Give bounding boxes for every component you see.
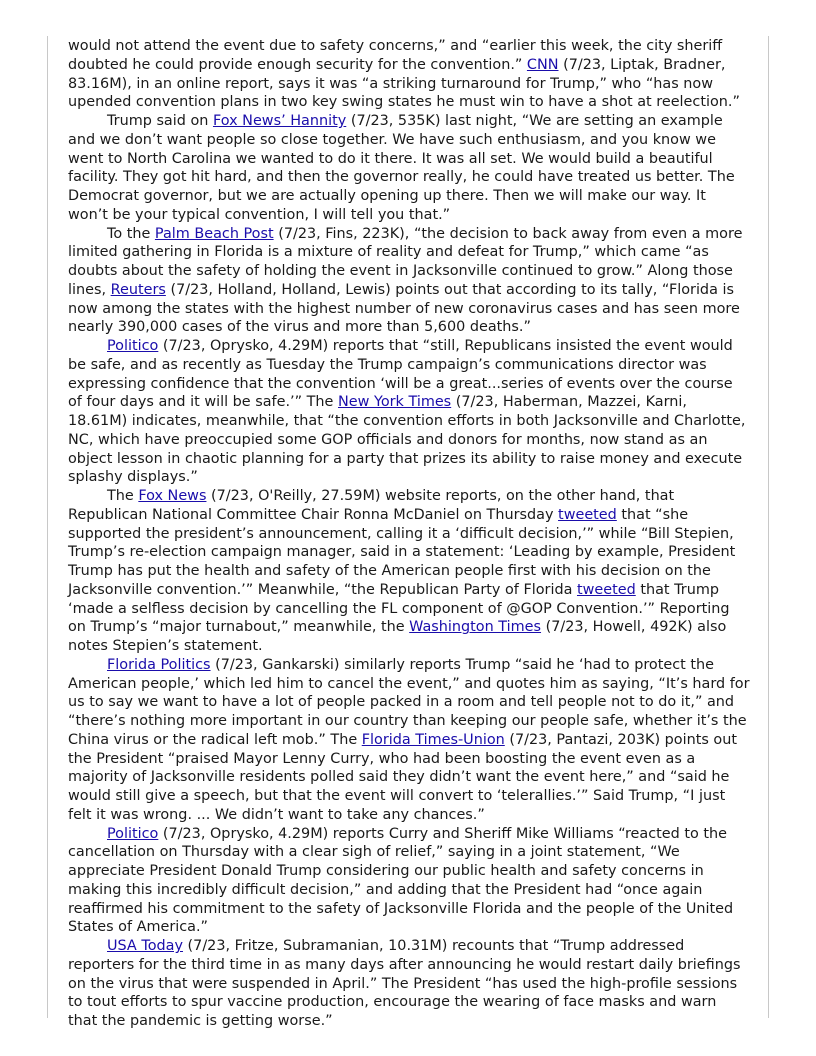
source-link[interactable]: CNN <box>526 56 559 73</box>
paragraph-text: (7/23, Oprysko, 4.29M) reports that “still, Republicans insisted the event would be safe, and as recently as Tuesday the Trump campaign’s communications director was expressing confidence that the convention ‘will be a great...series of events over the course of four days and it will be safe.’” The <box>68 338 733 411</box>
paragraph-text: (7/23, O'Reilly, 27.59M) website reports, on the other hand, that Republican National Committee Chair Ronna McDaniel on Thursday <box>68 488 675 523</box>
source-link[interactable]: USA Today <box>107 938 183 954</box>
paragraph-text: To the <box>107 225 155 242</box>
paragraph <box>68 825 750 938</box>
paragraph <box>68 337 750 487</box>
source-link[interactable]: New York Times <box>338 394 452 411</box>
paragraph-text: (7/23, Howell, 492K) also notes Stepien’s statement. <box>68 619 727 654</box>
paragraph-text: (7/23, Gankarski) similarly reports Trump “said he ‘had to protect the American people,’ which led him to cancel the event,” and quotes him as saying, “It’s hard for us to say we want to have a lot of people packed in a room and tell people not to do it,” and “there’s nothing more important in our country than keeping our people safe, whether it’s the China virus or the radical left mob.” The <box>68 656 750 748</box>
right-margin-rule <box>768 36 769 1018</box>
paragraph-text: (7/23, Oprysko, 4.29M) reports Curry and Sheriff Mike Williams “reacted to the cancellation on Thursday with a clear sigh of relief,” saying in a joint statement, “We appreciate President Donald Trump considering our public health and safety concerns in making this incredibly difficult decision,” and adding that the President had “once again reaffirmed his commitment to the safety of Jacksonville Florida and the people of the United States of America.” <box>68 825 734 936</box>
source-link[interactable]: Fox News <box>138 488 207 504</box>
paragraph-text: (7/23, Fritze, Subramanian, 10.31M) recounts that “Trump addressed reporters for the third time in as many days after announcing he would restart daily briefings on the virus that were suspended in April.” The President “has used the high-profile sessions to tout efforts to spur vaccine production, encourage the wearing of face masks and warn that the pandemic is getting worse.” <box>68 938 741 1029</box>
paragraph <box>68 112 750 225</box>
left-margin-rule <box>47 36 48 1018</box>
paragraph-text: (7/23, Haberman, Mazzei, Karni, 18.61M) indicates, meanwhile, that “the convention efforts in both Jacksonville and Charlotte, NC, which have preoccupied some GOP officials and donors for months, now stand as an object lesson in chaotic planning for a party that prizes its ability to raise money and execute splashy displays.” <box>68 394 746 486</box>
source-link[interactable]: Fox News’ Hannity <box>212 113 347 129</box>
source-link[interactable]: Politico <box>107 338 159 354</box>
paragraph-text: (7/23, 535K) last night, “We are setting an example and we don’t want people so close together. We have such enthusiasm, and you know we went to North Carolina we wanted to do it there. It was all set. We would build a beautiful facility. They got hit hard, and then the governor really, he could have treated us better. The Democrat governor, but we are actually opening up there. Then we will make our way. It won’t be your typical convention, I will tell you that.” <box>68 113 735 223</box>
source-link[interactable]: Palm Beach Post <box>154 225 274 242</box>
paragraph <box>68 487 750 656</box>
paragraph-text: would not attend the event due to safety concerns,” and “earlier this week, the city sheriff doubted he could provide enough security for the convention.” <box>68 38 723 73</box>
paragraph <box>68 656 750 825</box>
source-link[interactable]: Politico <box>107 825 159 842</box>
paragraph-text: (7/23, Holland, Holland, Lewis) points out that according to its tally, “Florida is now among the states with the highest number of new coronavirus cases and has seen more nearly 390,000 cases of the virus and more than 5,600 deaths.” <box>68 281 740 336</box>
paragraph-text: (7/23, Liptak, Bradner, 83.16M), in an online report, says it was “a striking turnaround for Trump,” who “has now upended convention plans in two key swing states he must win to have a shot at reelection.” <box>68 56 740 111</box>
source-link[interactable]: Washington Times <box>409 619 542 636</box>
paragraph <box>68 225 750 338</box>
paragraph-text: Trump said on <box>107 113 213 129</box>
paragraph-text: The <box>107 488 139 504</box>
source-link[interactable]: tweeted <box>558 506 617 523</box>
paragraph <box>68 37 750 112</box>
source-link[interactable]: tweeted <box>576 581 636 598</box>
paragraph-text: (7/23, Fins, 223K), “the decision to back away from even a more limited gathering in Florida is a mixture of reality and defeat for Trump,” which came “as doubts about the safety of holding the event in Jacksonville continued to grow.” Along those lines, <box>68 225 743 298</box>
paragraph-text: that “she supported the president’s announcement, calling it a ‘difficult decision,’” while “Bill Stepien, Trump’s re-election campaign manager, said in a statement: ‘Leading by example, President Trump has put the health and safety of the American people first with his decision on the Jacksonville convention.’” Meanwhile, “the Republican Party of Florida <box>68 506 736 598</box>
paragraph <box>68 937 750 1031</box>
document-body <box>68 37 750 1031</box>
source-link[interactable]: Florida Times-Union <box>361 731 505 748</box>
paragraph-text: that Trump ‘made a selfless decision by cancelling the FL component of @GOP Convention.’” Reporting on Trump’s “major turnabout,” meanwhile, the <box>68 581 730 636</box>
source-link[interactable]: Florida Politics <box>107 656 211 673</box>
source-link[interactable]: Reuters <box>110 281 166 298</box>
paragraph-text: (7/23, Pantazi, 203K) points out the President “praised Mayor Lenny Curry, who had been boosting the event even as a majority of Jacksonville residents polled said they didn’t want the event here,” and “said he would still give a speech, but that the event will convert to ‘telerallies.’” Said Trump, “I just felt it was wrong. ... We didn’t want to take any chances.” <box>68 731 737 823</box>
